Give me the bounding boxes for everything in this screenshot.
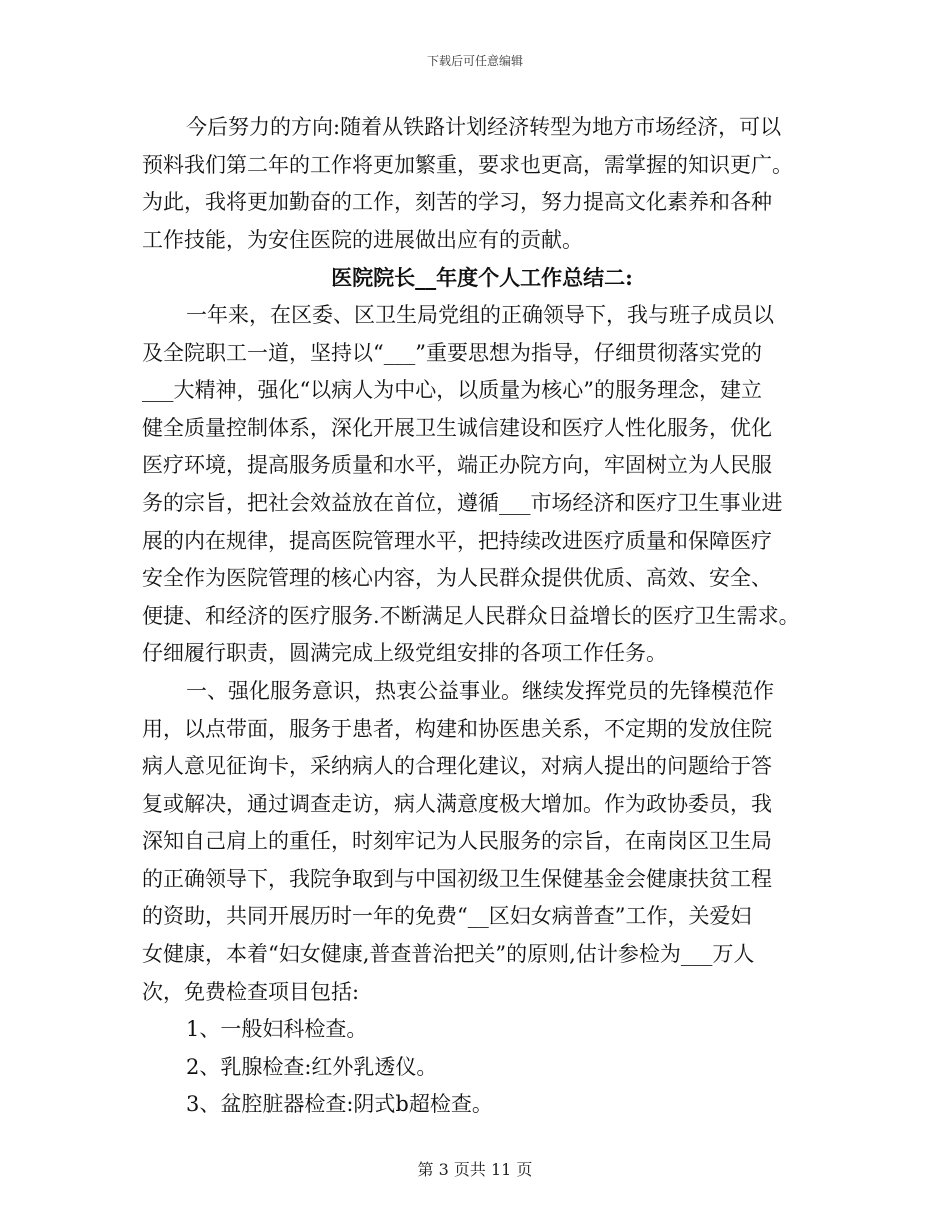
document-body xyxy=(142,109,822,1124)
text-line: 的资助，共同开展历时一年的免费“__区妇女病普查”工作，关爱妇 xyxy=(142,904,752,929)
text-line: 用，以点带面，服务于患者，构建和协医患关系，不定期的发放住院 xyxy=(142,716,772,741)
text-line: ___大精神，强化“以病人为中心，以质量为核心”的服务理念，建立 xyxy=(142,378,762,403)
text-line: 1、一般妇科检查。 xyxy=(186,1017,368,1042)
text-line: 务的宗旨，把社会效益放在首位，遵循___市场经济和医疗卫生事业进 xyxy=(142,490,783,515)
text-line: 女健康，本着“妇女健康,普查普治把关”的原则,估计参检为___万人 xyxy=(142,942,755,967)
text-line: 复或解决，通过调查走访，病人满意度极大增加。作为政协委员，我 xyxy=(142,791,772,816)
text-line: 今后努力的方向:随着从铁路计划经济转型为地方市场经济，可以 xyxy=(186,115,782,139)
text-line: 2、乳腺检查:红外乳透仪。 xyxy=(186,1054,438,1079)
page-header: 下载后可任意编辑 xyxy=(426,54,523,68)
text-line: 3、盆腔脏器检查:阴式b超检查。 xyxy=(186,1092,493,1117)
text-line: 深知自己肩上的重任，时刻牢记为人民服务的宗旨，在南岗区卫生局 xyxy=(142,829,772,854)
text-line: 为此，我将更加勤奋的工作，刻苦的学习，努力提高文化素养和各种 xyxy=(142,190,772,215)
text-line: 健全质量控制体系，深化开展卫生诚信建设和医疗人性化服务，优化 xyxy=(142,415,772,440)
text-line: 的正确领导下，我院争取到与中国初级卫生保健基金会健康扶贫工程 xyxy=(142,866,772,891)
text-line: 便捷、和经济的医疗服务.不断满足人民群众日益增长的医疗卫生需求。 xyxy=(142,603,800,628)
page-footer: 第 3 页共 11 页 xyxy=(417,1160,533,1179)
text-line: 病人意见征询卡，采纳病人的合理化建议，对病人提出的问题给于答 xyxy=(142,754,772,779)
text-line: 安全作为医院管理的核心内容，为人民群众提供优质、高效、安全、 xyxy=(142,566,772,591)
text-line: 工作技能，为安住医院的进展做出应有的贡献。 xyxy=(142,227,583,252)
text-line: 次，免费检查项目包括: xyxy=(142,979,360,1004)
section-heading: 医院院长__年度个人工作总结二: xyxy=(331,265,633,291)
text-line: 医疗环境，提高服务质量和水平，端正办院方向，牢固树立为人民服 xyxy=(142,453,772,478)
text-line: 仔细履行职责，圆满完成上级党组安排的各项工作任务。 xyxy=(142,641,667,666)
text-line: 预料我们第二年的工作将更加繁重，要求也更高，需掌握的知识更广。 xyxy=(142,152,793,177)
text-line: 展的内在规律，提高医院管理水平，把持续改进医疗质量和保障医疗 xyxy=(142,528,772,553)
text-line: 一、强化服务意识，热衷公益事业。继续发挥党员的先锋模范作 xyxy=(186,678,774,703)
text-line: 及全院职工一道，坚持以“___”重要思想为指导，仔细贯彻落实党的 xyxy=(142,340,762,365)
text-line: 一年来，在区委、区卫生局党组的正确领导下，我与班子成员以 xyxy=(186,302,774,327)
